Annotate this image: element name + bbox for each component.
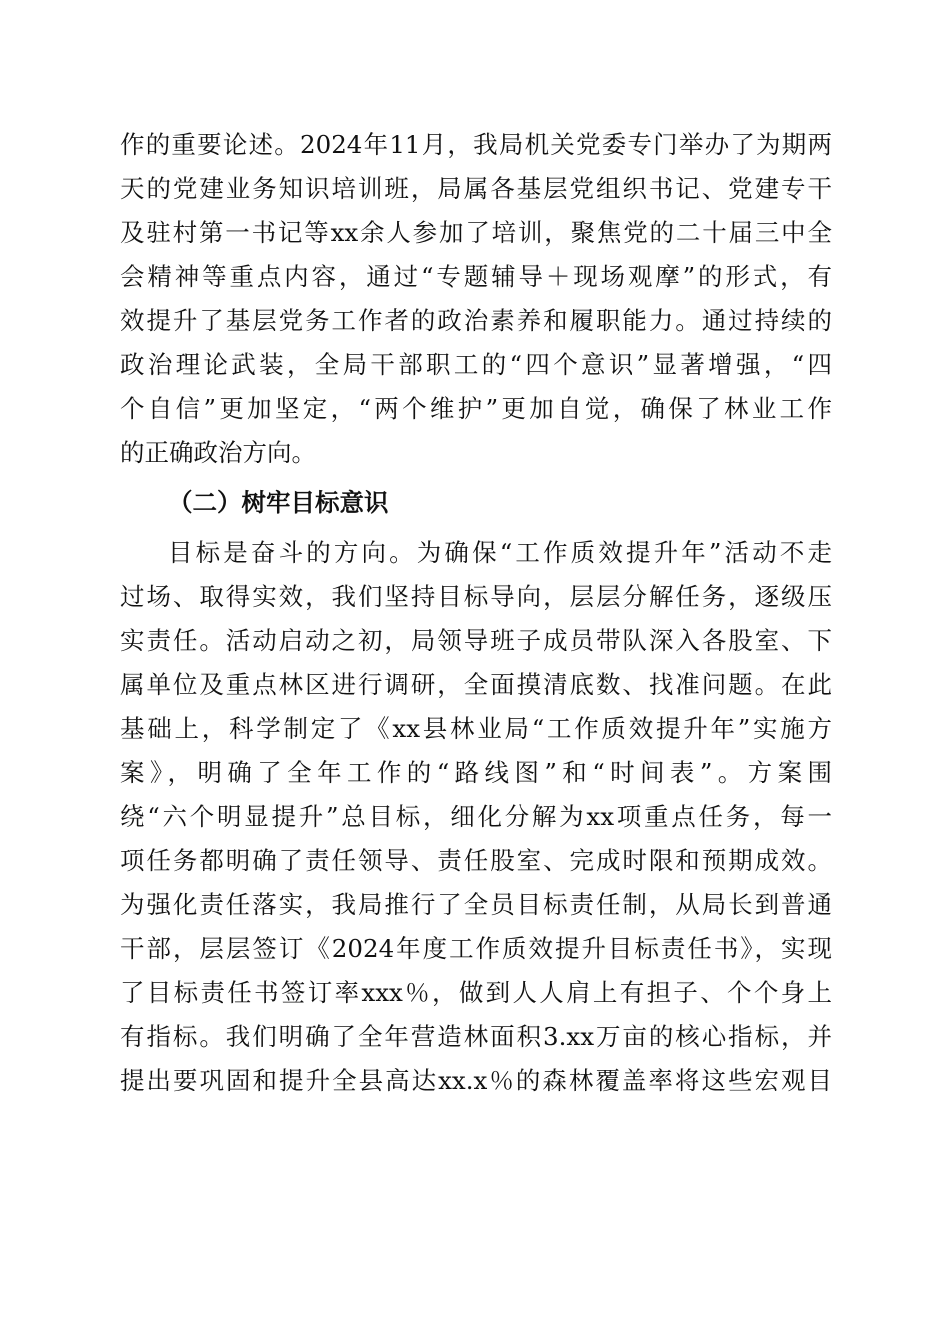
paragraph-line: 绕“六个明显提升”总目标，细化分解为xx项重点任务，每一 [120,802,832,831]
paragraph-line: 个自信”更加坚定，“两个维护”更加自觉，确保了林业工作 [120,394,832,423]
paragraph-line: 过场、取得实效，我们坚持目标导向，层层分解任务，逐级压 [120,582,832,611]
paragraph-line: 了目标责任书签订率xxx％，做到人人肩上有担子、个个身上 [120,978,832,1007]
paragraph-line: 及驻村第一书记等xx余人参加了培训，聚焦党的二十届三中全 [120,218,832,247]
paragraph-line: 属单位及重点林区进行调研，全面摸清底数、找准问题。在此 [120,670,832,699]
paragraph-line: 项任务都明确了责任领导、责任股室、完成时限和预期成效。 [120,846,832,875]
paragraph-line: 的正确政治方向。 [120,438,316,467]
paragraph-line: 作的重要论述。2024年11月，我局机关党委专门举办了为期两 [120,130,832,159]
paragraph-line: 基础上，科学制定了《xx县林业局“工作质效提升年”实施方 [120,714,832,743]
paragraph-line: 政治理论武装，全局干部职工的“四个意识”显著增强，“四 [120,350,832,379]
paragraph-line: 会精神等重点内容，通过“专题辅导＋现场观摩”的形式，有 [120,262,832,291]
paragraph-line: 为强化责任落实，我局推行了全员目标责任制，从局长到普通 [120,890,832,919]
paragraph-line: 有指标。我们明确了全年营造林面积3.xx万亩的核心指标，并 [120,1022,832,1051]
paragraph-line: 干部，层层签订《2024年度工作质效提升目标责任书》，实现 [120,934,832,963]
paragraph-line: 案》，明确了全年工作的“路线图”和“时间表”。方案围 [120,758,832,787]
paragraph-line: 目标是奋斗的方向。为确保“工作质效提升年”活动不走 [168,538,832,567]
paragraph-line: 实责任。活动启动之初，局领导班子成员带队深入各股室、下 [120,626,832,655]
paragraph-line: 提出要巩固和提升全县高达xx.x％的森林覆盖率将这些宏观目 [120,1066,832,1095]
paragraph-line: 效提升了基层党务工作者的政治素养和履职能力。通过持续的 [120,306,832,335]
section-heading: （二）树牢目标意识 [168,488,389,517]
paragraph-line: 天的党建业务知识培训班，局属各基层党组织书记、党建专干 [120,174,832,203]
